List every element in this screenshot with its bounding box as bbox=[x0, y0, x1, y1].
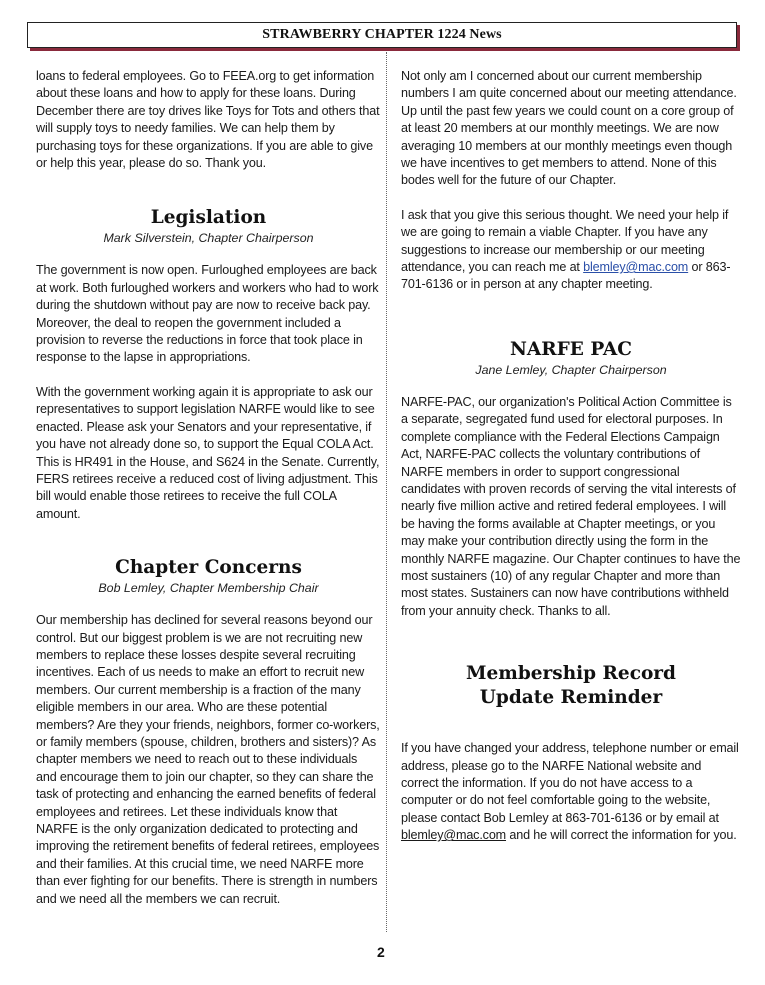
column-divider bbox=[386, 52, 387, 932]
narfe-pac-paragraph: NARFE-PAC, our organization's Political Action Committee is a separate, segregated fund used for electoral purposes. In complete compliance with the Federal Elections Campaign Act, NARFE-PAC collects the voluntary contributions of NARFE members in order to support congressional candidates with proven records of serving the vital interests of nearly five million active and retired federal employees. I will be having the forms available at Chapter meetings, or you may make your contribution directly using the form in the monthly NARFE magazine. Our Chapter continues to have the most sustainers (10) of any regular Chapter and more than most states. Sustainers can now have contributions withheld from your annuity check. Thanks to all. bbox=[401, 394, 741, 618]
legislation-byline: Mark Silverstein, Chapter Chairperson bbox=[103, 231, 314, 246]
chapter-concerns-paragraph: Our membership has declined for several reasons beyond our control. But our biggest problem is we are not recruiting new members to replace these losses despite several recruiting incentives. Each of us needs to make an effort to recruit new members. Our current membership is a fraction of the many eligible members in our area. Who are these potential members? Are they your friends, neighbors, former co-workers, or family members (spouse, children, brothers and sisters)? As chapter members we need to reach out to these individuals and encourage them to join our chapter, so they can share the task of protecting and enhancing the earned benefits of federal employees and retirees. Let these individuals know that NARFE is the only organization dedicated to protecting and improving the retirement benefits of federal retirees, employees and their families. At this crucial time, we need NARFE more than ever fighting for our benefits. There is strength in numbers and we need all the members we can recruit. bbox=[36, 613, 380, 906]
newsletter-title: STRAWBERRY CHAPTER 1224 News bbox=[262, 27, 502, 42]
concerns-continued-paragraph-2 bbox=[401, 207, 741, 294]
email-link[interactable]: blemley@mac.com bbox=[583, 260, 689, 275]
membership-text-before-link: If you have changed your address, telephone number or email address, please go to the NARFE National website and correct the information. If you do not have access to a computer or do not feel comfortable going to the website, please contact Bob Lemley at 863-701-6136 or by email at bbox=[401, 741, 739, 825]
concerns-text-after-link: or 863-701-6136 or in person at any chapter meeting. bbox=[401, 260, 731, 292]
chapter-concerns-byline: Bob Lemley, Chapter Membership Chair bbox=[98, 581, 319, 596]
legislation-title: Legislation bbox=[150, 207, 267, 229]
membership-text-after-link: and he will correct the information for you. bbox=[506, 828, 737, 843]
narfe-pac-byline: Jane Lemley, Chapter Chairperson bbox=[475, 362, 667, 377]
chapter-concerns-title: Chapter Concerns bbox=[115, 557, 302, 579]
membership-record-title-line1: Membership Record bbox=[466, 663, 676, 685]
newsletter-header bbox=[27, 22, 737, 48]
narfe-pac-title: NARFE PAC bbox=[510, 338, 632, 360]
membership-record-paragraph bbox=[401, 740, 741, 844]
membership-email-link[interactable]: blemley@mac.com bbox=[401, 828, 507, 843]
page-number: 2 bbox=[377, 944, 385, 960]
right-column bbox=[401, 68, 741, 845]
legislation-paragraph-2: With the government working again it is appropriate to ask our representatives to support legislation NARFE would like to see enacted. Please ask your Senators and your representative, if you have not already done so, to support the Equal COLA Act. This is HR491 in the House, and S624 in the Senate. Currently, FERS retirees receive a reduced cost of living adjustment. This bill would enable those retirees to receive the full COLA amount. bbox=[36, 384, 380, 521]
membership-record-title-line2: Update Reminder bbox=[479, 687, 663, 709]
concerns-continued-paragraph-1: Not only am I concerned about our current membership numbers I am quite concerned about our meeting attendance. Up until the past few years we could count on a core group of at least 20 members at our monthly meetings. We are now averaging 10 members at our monthly meetings even though we have incentives to get members to attend. None of this bodes well for the future of our Chapter. bbox=[401, 69, 737, 188]
left-column bbox=[36, 68, 381, 908]
concerns-text-before-link: I ask that you give this serious thought. We need your help if we are going to remain a viable Chapter. If you have any suggestions to increase our membership or our meeting attendance, you can reach me at bbox=[401, 207, 729, 275]
intro-paragraph: loans to federal employees. Go to FEEA.org to get information about these loans and how to apply for these loans. During December there are toy drives like Toys for Tots and others that will supply toys to needy families. We can help them by purchasing toys for these organizations. If you are able to give or help this year, please do so. Thank you. bbox=[36, 69, 380, 171]
legislation-paragraph-1: The government is now open. Furloughed employees are back at work. Both furloughed workers and workers who had to work during the shutdown without pay are now to receive back pay. Moreover, the deal to reopen the government included a provision to reverse the reductions in force that took place in response to the lapse in appropriations. bbox=[36, 263, 379, 365]
